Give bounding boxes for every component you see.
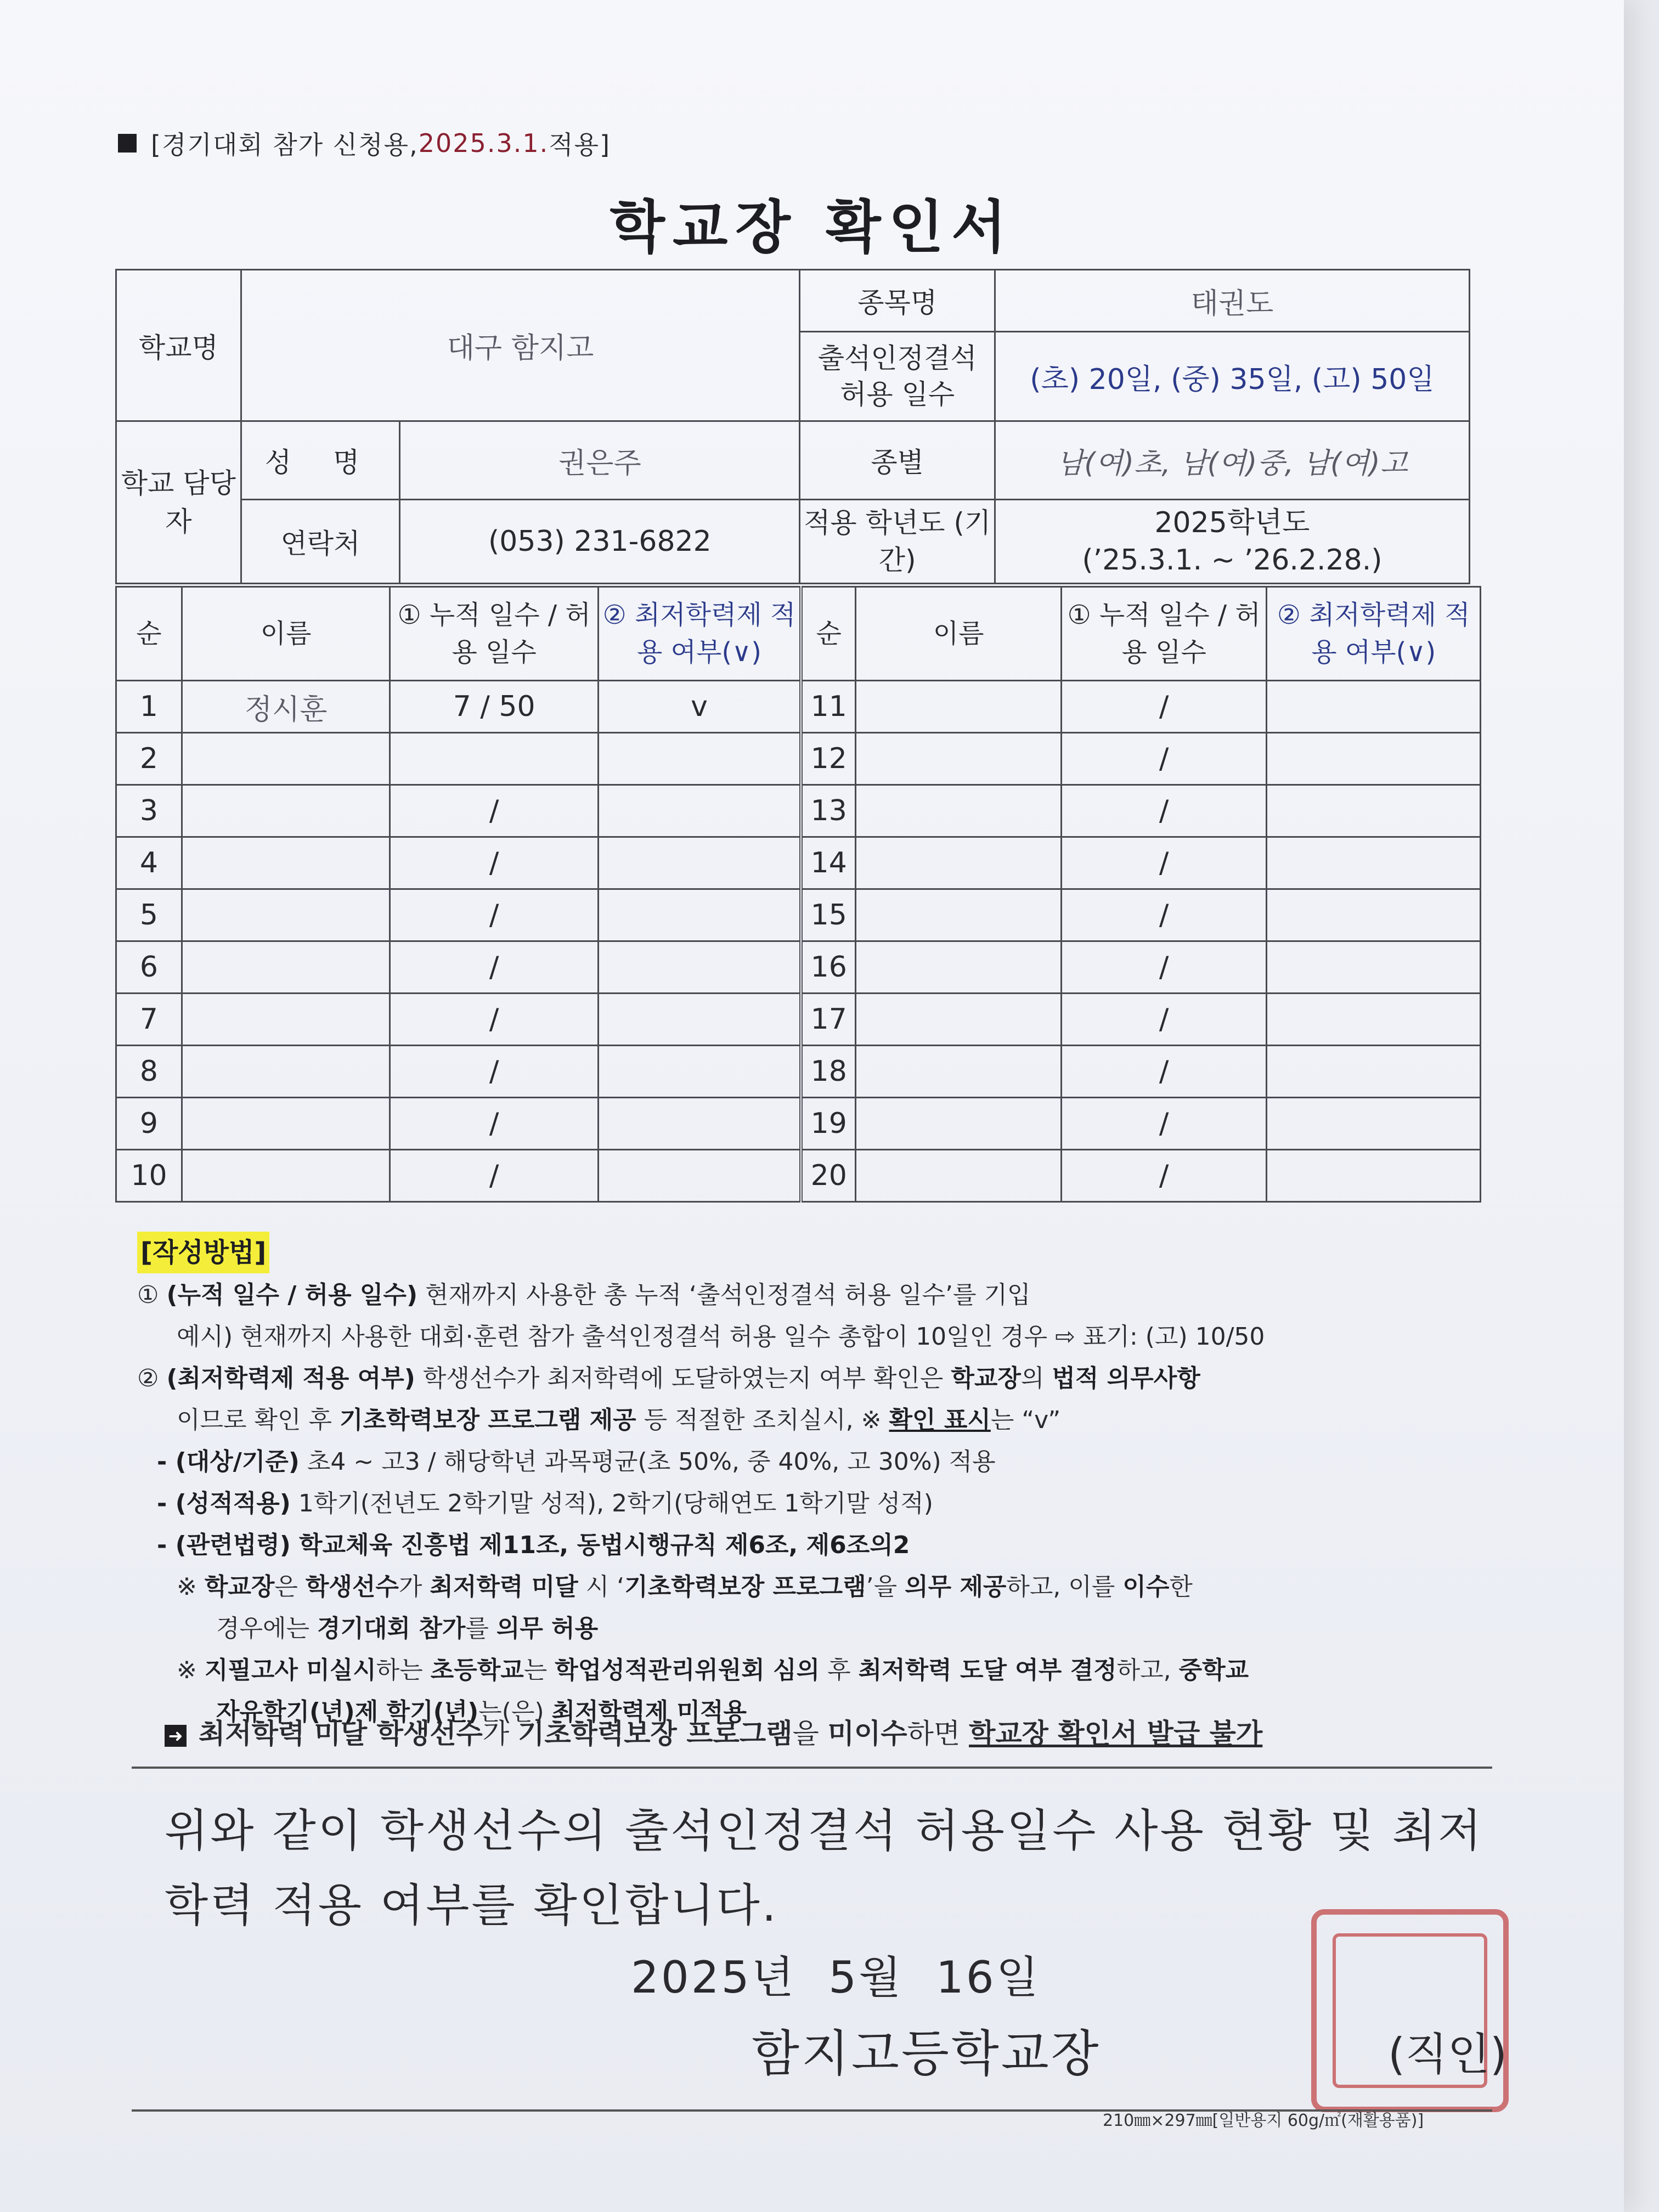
row-no: 4 — [116, 837, 182, 889]
event-label: 종목명 — [800, 270, 995, 332]
row-name-right — [856, 994, 1062, 1046]
row-days: 7 / 50 — [390, 681, 599, 733]
gender-label: 종별 — [800, 421, 995, 500]
document-title: 학교장 확인서 — [610, 194, 1014, 261]
top-note-date: 2025.3.1. — [418, 128, 549, 158]
paper-spec: 210㎜×297㎜[일반용지 60g/㎡(재활용품)] — [1103, 2111, 1424, 2130]
col-min-header: ② 최저학력제 적용 여부(∨) — [598, 587, 801, 681]
row-min-right — [1267, 889, 1481, 941]
contact-value: (053) 231-6822 — [400, 500, 800, 584]
method-line-1: ① (누적 일수 / 허용 일수) 현재까지 사용한 총 누적 ‘출석인정결석 허용 일수’를 기입 — [137, 1281, 1031, 1309]
table-row — [116, 785, 1481, 837]
row-min — [598, 1150, 801, 1202]
row-min — [598, 1046, 801, 1098]
col-name-header: 이름 — [182, 587, 390, 681]
row-min — [598, 889, 801, 941]
row-days: / — [390, 941, 599, 994]
black-square-icon — [118, 134, 137, 153]
row-min-right — [1267, 1098, 1481, 1150]
table-row — [116, 1046, 1481, 1098]
top-note-post: 적용] — [549, 130, 611, 160]
row-no-right: 12 — [801, 733, 856, 785]
row-days-right: / — [1061, 889, 1267, 941]
row-name — [182, 994, 390, 1046]
school-name-label: 학교명 — [116, 270, 241, 421]
absence-days-label: 출석인정결석 허용 일수 — [800, 332, 995, 421]
row-min-right — [1267, 733, 1481, 785]
square-arrow-icon: ➜ — [165, 1725, 187, 1747]
row-no: 8 — [116, 1046, 182, 1098]
year-value — [995, 500, 1469, 584]
row-days: / — [390, 994, 599, 1046]
row-min — [598, 837, 801, 889]
row-min — [598, 785, 801, 837]
row-min-right — [1267, 785, 1481, 837]
method-line-2: 예시) 현재까지 사용한 대회·훈련 참가 출석인정결석 허용 일수 총합이 10일인 경우 ⇨ 표기: (고) 10/50 — [177, 1323, 1265, 1351]
table-row — [116, 1150, 1481, 1202]
roster-table — [115, 586, 1481, 1203]
warning-line: ➜ 최저학력 미달 학생선수가 기초학력보장 프로그램을 미이수하면 학교장 확인서 발급 불가 — [165, 1712, 1262, 1751]
row-name-right — [856, 681, 1062, 733]
row-name-right — [856, 837, 1062, 889]
row-no: 5 — [116, 889, 182, 941]
table-row — [116, 837, 1481, 889]
row-days-right: / — [1061, 1098, 1267, 1150]
row-no-right: 20 — [801, 1150, 856, 1202]
row-days-right: / — [1061, 1046, 1267, 1098]
row-no: 3 — [116, 785, 182, 837]
row-days: / — [390, 785, 599, 837]
row-name — [182, 1150, 390, 1202]
row-name-right — [856, 889, 1062, 941]
row-min-right — [1267, 994, 1481, 1046]
method-line-9: 경우에는 경기대회 참가를 의무 허용 — [216, 1615, 599, 1643]
row-days: / — [390, 837, 599, 889]
top-note — [118, 125, 611, 161]
row-days: / — [390, 889, 599, 941]
row-name — [182, 785, 390, 837]
roster-header-row — [116, 587, 1481, 681]
row-no-right: 19 — [801, 1098, 856, 1150]
contact-label: 연락처 — [241, 500, 400, 584]
row-no: 2 — [116, 733, 182, 785]
year-label: 적용 학년도 (기간) — [800, 500, 995, 584]
row-no: 1 — [116, 681, 182, 733]
row-name-right — [856, 1046, 1062, 1098]
row-name-right — [856, 733, 1062, 785]
person-name-label: 성 명 — [241, 421, 400, 500]
row-days-right: / — [1061, 1150, 1267, 1202]
row-name-right — [856, 1150, 1062, 1202]
col-no-header: 순 — [116, 587, 182, 681]
row-min: v — [598, 681, 801, 733]
row-min-right — [1267, 681, 1481, 733]
row-no-right: 11 — [801, 681, 856, 733]
event-value: 태권도 — [995, 270, 1469, 332]
top-note-pre: [경기대회 참가 신청용, — [151, 130, 419, 160]
row-min-right — [1267, 1046, 1481, 1098]
seal-label: (직인) — [1388, 2029, 1507, 2080]
row-name — [182, 941, 390, 994]
method-heading: [작성방법] — [137, 1232, 269, 1273]
method-line-4: 이므로 확인 후 기초학력보장 프로그램 제공 등 적절한 조치실시, ※ 확인 표시는 “v” — [177, 1406, 1061, 1434]
table-row — [116, 1098, 1481, 1150]
info-table — [115, 269, 1470, 584]
row-days-right: / — [1061, 941, 1267, 994]
row-min — [598, 1098, 801, 1150]
col-min-header-right: ② 최저학력제 적용 여부(∨) — [1267, 587, 1481, 681]
year-value-line-1: 2025학년도 — [1154, 506, 1310, 539]
row-name: 정시훈 — [182, 681, 390, 733]
year-value-line-2: (’25.3.1. ~ ’26.2.28.) — [1082, 544, 1383, 577]
person-name-value: 권은주 — [400, 421, 800, 500]
method-line-5: - (대상/기준) 초4 ~ 고3 / 해당학년 과목평균(초 50%, 중 40%, 고 30%) 적용 — [157, 1448, 996, 1476]
row-min-right — [1267, 837, 1481, 889]
row-days-right: / — [1061, 785, 1267, 837]
method-line-6: - (성적적용) 1학기(전년도 2학기말 성적), 2학기(당해연도 1학기말 성적) — [157, 1489, 933, 1517]
row-name — [182, 1046, 390, 1098]
method-line-11: 자유학기(년)제 학기(년)는(은) 최저학력제 미적용 — [216, 1698, 747, 1726]
row-no-right: 15 — [801, 889, 856, 941]
row-no: 6 — [116, 941, 182, 994]
table-row — [116, 889, 1481, 941]
row-name-right — [856, 941, 1062, 994]
row-name — [182, 733, 390, 785]
row-days: / — [390, 1150, 599, 1202]
issue-date: 2025년 5월 16일 — [631, 1952, 1041, 2003]
gender-value: 남(여)초, 남(여)중, 남(여)고 — [995, 421, 1469, 500]
col-days-header: ① 누적 일수 / 허용 일수 — [390, 587, 599, 681]
table-row — [116, 681, 1481, 733]
row-name — [182, 837, 390, 889]
row-no: 10 — [116, 1150, 182, 1202]
method-section — [137, 1232, 1509, 1733]
method-line-10: ※ 지필고사 미실시하는 초등학교는 학업성적관리위원회 심의 후 최저학력 도달 여부 결정하고, 중학교 — [177, 1656, 1249, 1684]
method-line-7: - (관련법령) 학교체육 진흥법 제11조, 동법시행규칙 제6조, 제6조의2 — [157, 1531, 910, 1559]
col-name-header-right: 이름 — [856, 587, 1062, 681]
manager-label: 학교 담당자 — [116, 421, 241, 584]
table-row — [116, 994, 1481, 1046]
row-min-right — [1267, 1150, 1481, 1202]
row-name-right — [856, 1098, 1062, 1150]
row-no-right: 17 — [801, 994, 856, 1046]
row-days-right: / — [1061, 733, 1267, 785]
row-days: / — [390, 1046, 599, 1098]
method-line-3: ② (최저학력제 적용 여부) 학생선수가 최저학력에 도달하였는지 여부 확인은 학교장의 법적 의무사항 — [137, 1364, 1200, 1392]
school-name-value: 대구 함지고 — [241, 270, 800, 421]
absence-days-value: (초) 20일, (중) 35일, (고) 50일 — [995, 332, 1469, 421]
row-days — [390, 733, 599, 785]
row-no-right: 16 — [801, 941, 856, 994]
row-days-right: / — [1061, 994, 1267, 1046]
row-min-right — [1267, 941, 1481, 994]
row-min — [598, 941, 801, 994]
col-days-header-right: ① 누적 일수 / 허용 일수 — [1061, 587, 1267, 681]
row-name — [182, 889, 390, 941]
principal-title: 함지고등학교장 — [752, 2025, 1101, 2083]
row-days-right: / — [1061, 681, 1267, 733]
row-min — [598, 994, 801, 1046]
row-no-right: 14 — [801, 837, 856, 889]
row-name — [182, 1098, 390, 1150]
confirmation-statement: 위와 같이 학생선수의 출석인정결석 허용일수 사용 현황 및 최저학력 적용 여부를 확인합니다. — [165, 1805, 1484, 1932]
table-row — [116, 733, 1481, 785]
row-min — [598, 733, 801, 785]
method-line-8: ※ 학교장은 학생선수가 최저학력 미달 시 ‘기초학력보장 프로그램’을 의무 제공하고, 이를 이수한 — [177, 1573, 1193, 1601]
row-name-right — [856, 785, 1062, 837]
col-no-header-right: 순 — [801, 587, 856, 681]
row-no-right: 13 — [801, 785, 856, 837]
row-days-right: / — [1061, 837, 1267, 889]
row-no: 7 — [116, 994, 182, 1046]
row-days: / — [390, 1098, 599, 1150]
row-no: 9 — [116, 1098, 182, 1150]
row-no-right: 18 — [801, 1046, 856, 1098]
divider-line — [132, 1767, 1492, 1769]
table-row — [116, 941, 1481, 994]
